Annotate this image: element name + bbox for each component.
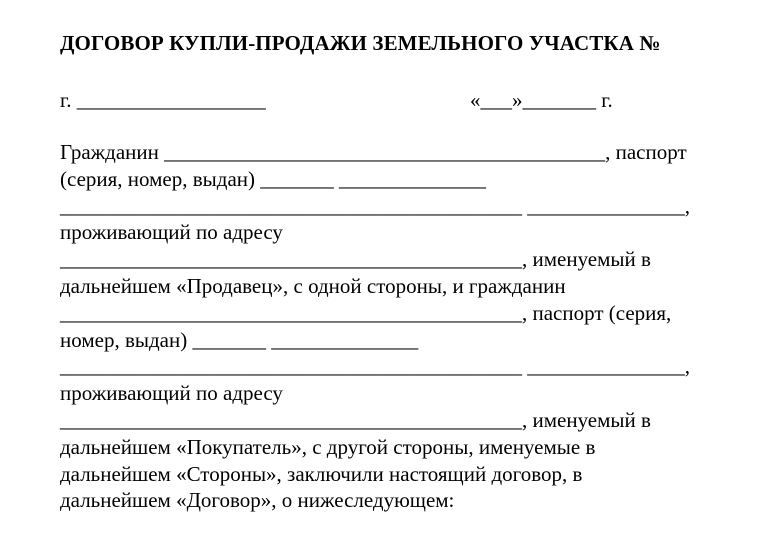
body-line: ____________________________________________ _______________, [60, 354, 690, 379]
body-line: ____________________________________________, именуемый в [60, 407, 651, 432]
date-field: «___»_______ г. [470, 88, 613, 112]
body-line: проживающий по адресу [60, 220, 283, 245]
body-line: Гражданин __________________________________________, паспорт [60, 140, 687, 164]
city-field: г. __________________ [60, 88, 266, 112]
contract-preamble [60, 139, 760, 514]
body-line: дальнейшем «Продавец», с одной стороны, и гражданин [60, 273, 566, 298]
body-line: номер, выдан) _______ ______________ [60, 327, 419, 352]
body-line: ____________________________________________, паспорт (серия, [60, 300, 672, 325]
body-line: дальнейшем «Покупатель», с другой стороны, именуемые в [60, 434, 596, 459]
body-line: дальнейшем «Договор», о нижеследующем: [60, 488, 455, 513]
document-title: ДОГОВОР КУПЛИ-ПРОДАЖИ ЗЕМЕЛЬНОГО УЧАСТКА № [60, 31, 661, 55]
body-line: ____________________________________________, именуемый в [60, 247, 651, 272]
body-line: проживающий по адресу [60, 381, 283, 406]
body-line: дальнейшем «Стороны», заключили настоящий договор, в [60, 461, 583, 486]
body-line: ____________________________________________ _______________, [60, 193, 690, 218]
body-line: (серия, номер, выдан) _______ ______________ [60, 166, 486, 191]
